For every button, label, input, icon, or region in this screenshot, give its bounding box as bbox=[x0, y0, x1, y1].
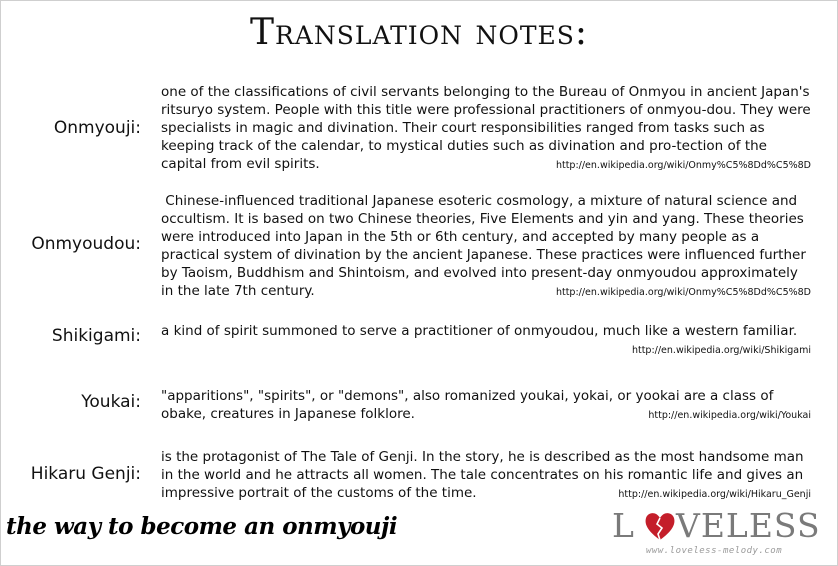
term-label: Onmyoudou: bbox=[31, 234, 141, 254]
source-link[interactable]: http://en.wikipedia.org/wiki/Hikaru_Genji bbox=[618, 489, 811, 500]
term-label: Youkai: bbox=[81, 392, 141, 412]
tagline: the way to become an onmyouji bbox=[6, 513, 398, 540]
term-label: Hikaru Genji: bbox=[30, 464, 141, 484]
definition-body: one of the classifications of civil servants belonging to the Bureau of Onmyou in ancient Japan's ritsuryo system. People with this title were professional practitioners of onmyou-dou. They were specialists in magic and divination. Their court responsibilities ranged from tasks such as keeping track of the calendar, to mystical duties such as divination and pro-tection of the capital from evil spirits. bbox=[161, 84, 811, 172]
logo-first-letter: L bbox=[612, 506, 635, 545]
definition-body: is the protagonist of The Tale of Genji. In the story, he is described as the most handsome man in the world and he attracts all women. The tale concentrates on his romantic life and gives an impressive portrait of the customs of the time. bbox=[161, 449, 804, 501]
logo-rest-letters: VELESS bbox=[676, 506, 821, 545]
source-link[interactable]: http://en.wikipedia.org/wiki/Onmy%C5%8Dd%C5%8D bbox=[555, 287, 811, 298]
definition-text bbox=[161, 448, 811, 504]
source-link[interactable]: http://en.wikipedia.org/wiki/Onmy%C5%8Dd%C5%8D bbox=[555, 160, 811, 171]
definition-body: Chinese-influenced traditional Japanese esoteric cosmology, a mixture of natural science and occultism. It is based on two Chinese theories, Five Elements and yin and yang. These theories were introduced into Japan in the 5th or 6th century, and accepted by many people as a practical system of divination by the ancient Japanese. These practices were influenced further by Taoism, Buddhism and Shintoism, and evolved into present-day onmyoudou approximately in the late 7th century. bbox=[161, 193, 811, 299]
heart-icon bbox=[643, 509, 677, 543]
definition-text bbox=[161, 192, 811, 302]
definition-text bbox=[161, 83, 811, 175]
term-label: Onmyouji: bbox=[53, 118, 141, 138]
term-label: Shikigami: bbox=[51, 326, 141, 346]
definition-text bbox=[161, 322, 811, 360]
loveless-logo bbox=[612, 506, 822, 562]
source-link[interactable]: http://en.wikipedia.org/wiki/Shikigami bbox=[631, 345, 811, 356]
logo-url[interactable]: www.loveless-melody.com bbox=[646, 546, 783, 556]
definition-body: "apparitions", "spirits", or "demons", also romanized youkai, yokai, or yookai are a class of obake, creatures in Japanese folklore. bbox=[161, 388, 774, 422]
definition-text bbox=[161, 387, 811, 425]
page-title: Translation notes: bbox=[249, 12, 589, 53]
definition-body: a kind of spirit summoned to serve a practitioner of onmyoudou, much like a western familiar. bbox=[161, 323, 798, 339]
source-link[interactable]: http://en.wikipedia.org/wiki/Youkai bbox=[648, 410, 811, 421]
